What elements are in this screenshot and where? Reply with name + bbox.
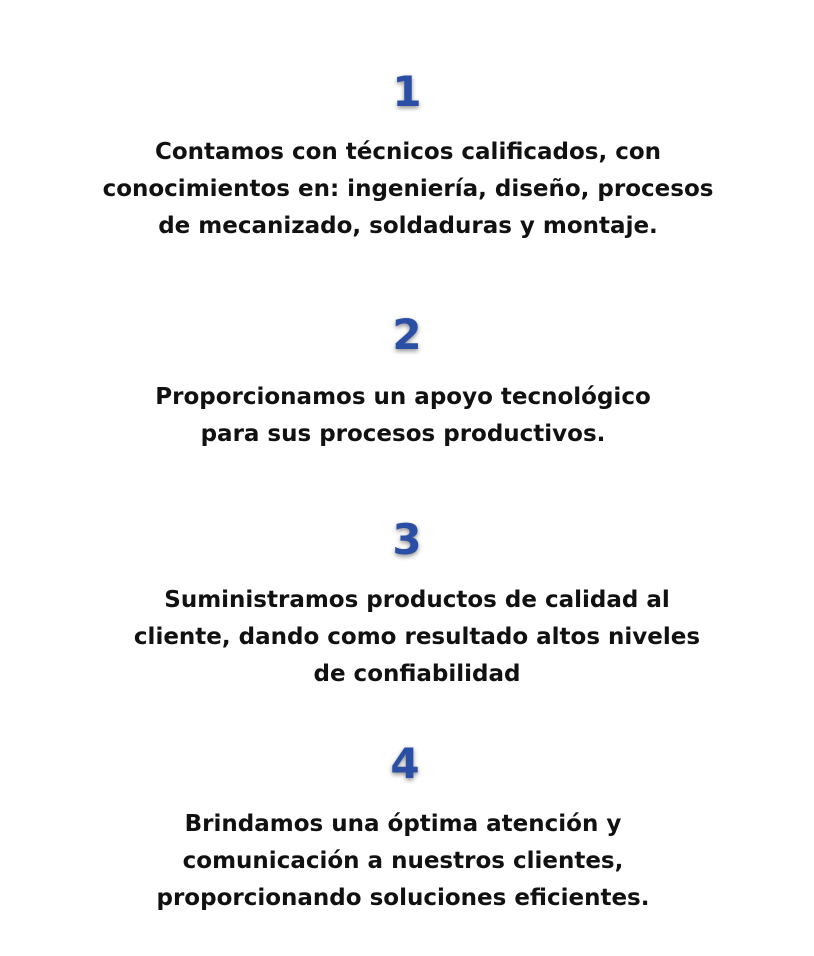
feature-item-1 (0, 67, 814, 245)
feature-number-1: 1 (392, 67, 422, 116)
feature-item-2 (0, 310, 814, 453)
feature-number-2: 2 (392, 310, 422, 359)
feature-text-4: Brindamos una óptima atención y comunicación a nuestros clientes, proporcionando soluciones eficientes. (156, 811, 650, 911)
feature-item-4 (0, 739, 814, 917)
feature-text-1: Contamos con técnicos calificados, con conocimientos en: ingeniería, diseño, procesos de mecanizado, soldaduras y montaje. (102, 139, 714, 239)
feature-item-3 (0, 515, 814, 693)
feature-number-3: 3 (392, 515, 422, 564)
feature-number-4: 4 (390, 739, 420, 788)
feature-text-2: Proporcionamos un apoyo tecnológico para sus procesos productivos. (155, 384, 651, 447)
feature-text-3: Suministramos productos de calidad al cliente, dando como resultado altos niveles de confiabilidad (133, 587, 701, 687)
